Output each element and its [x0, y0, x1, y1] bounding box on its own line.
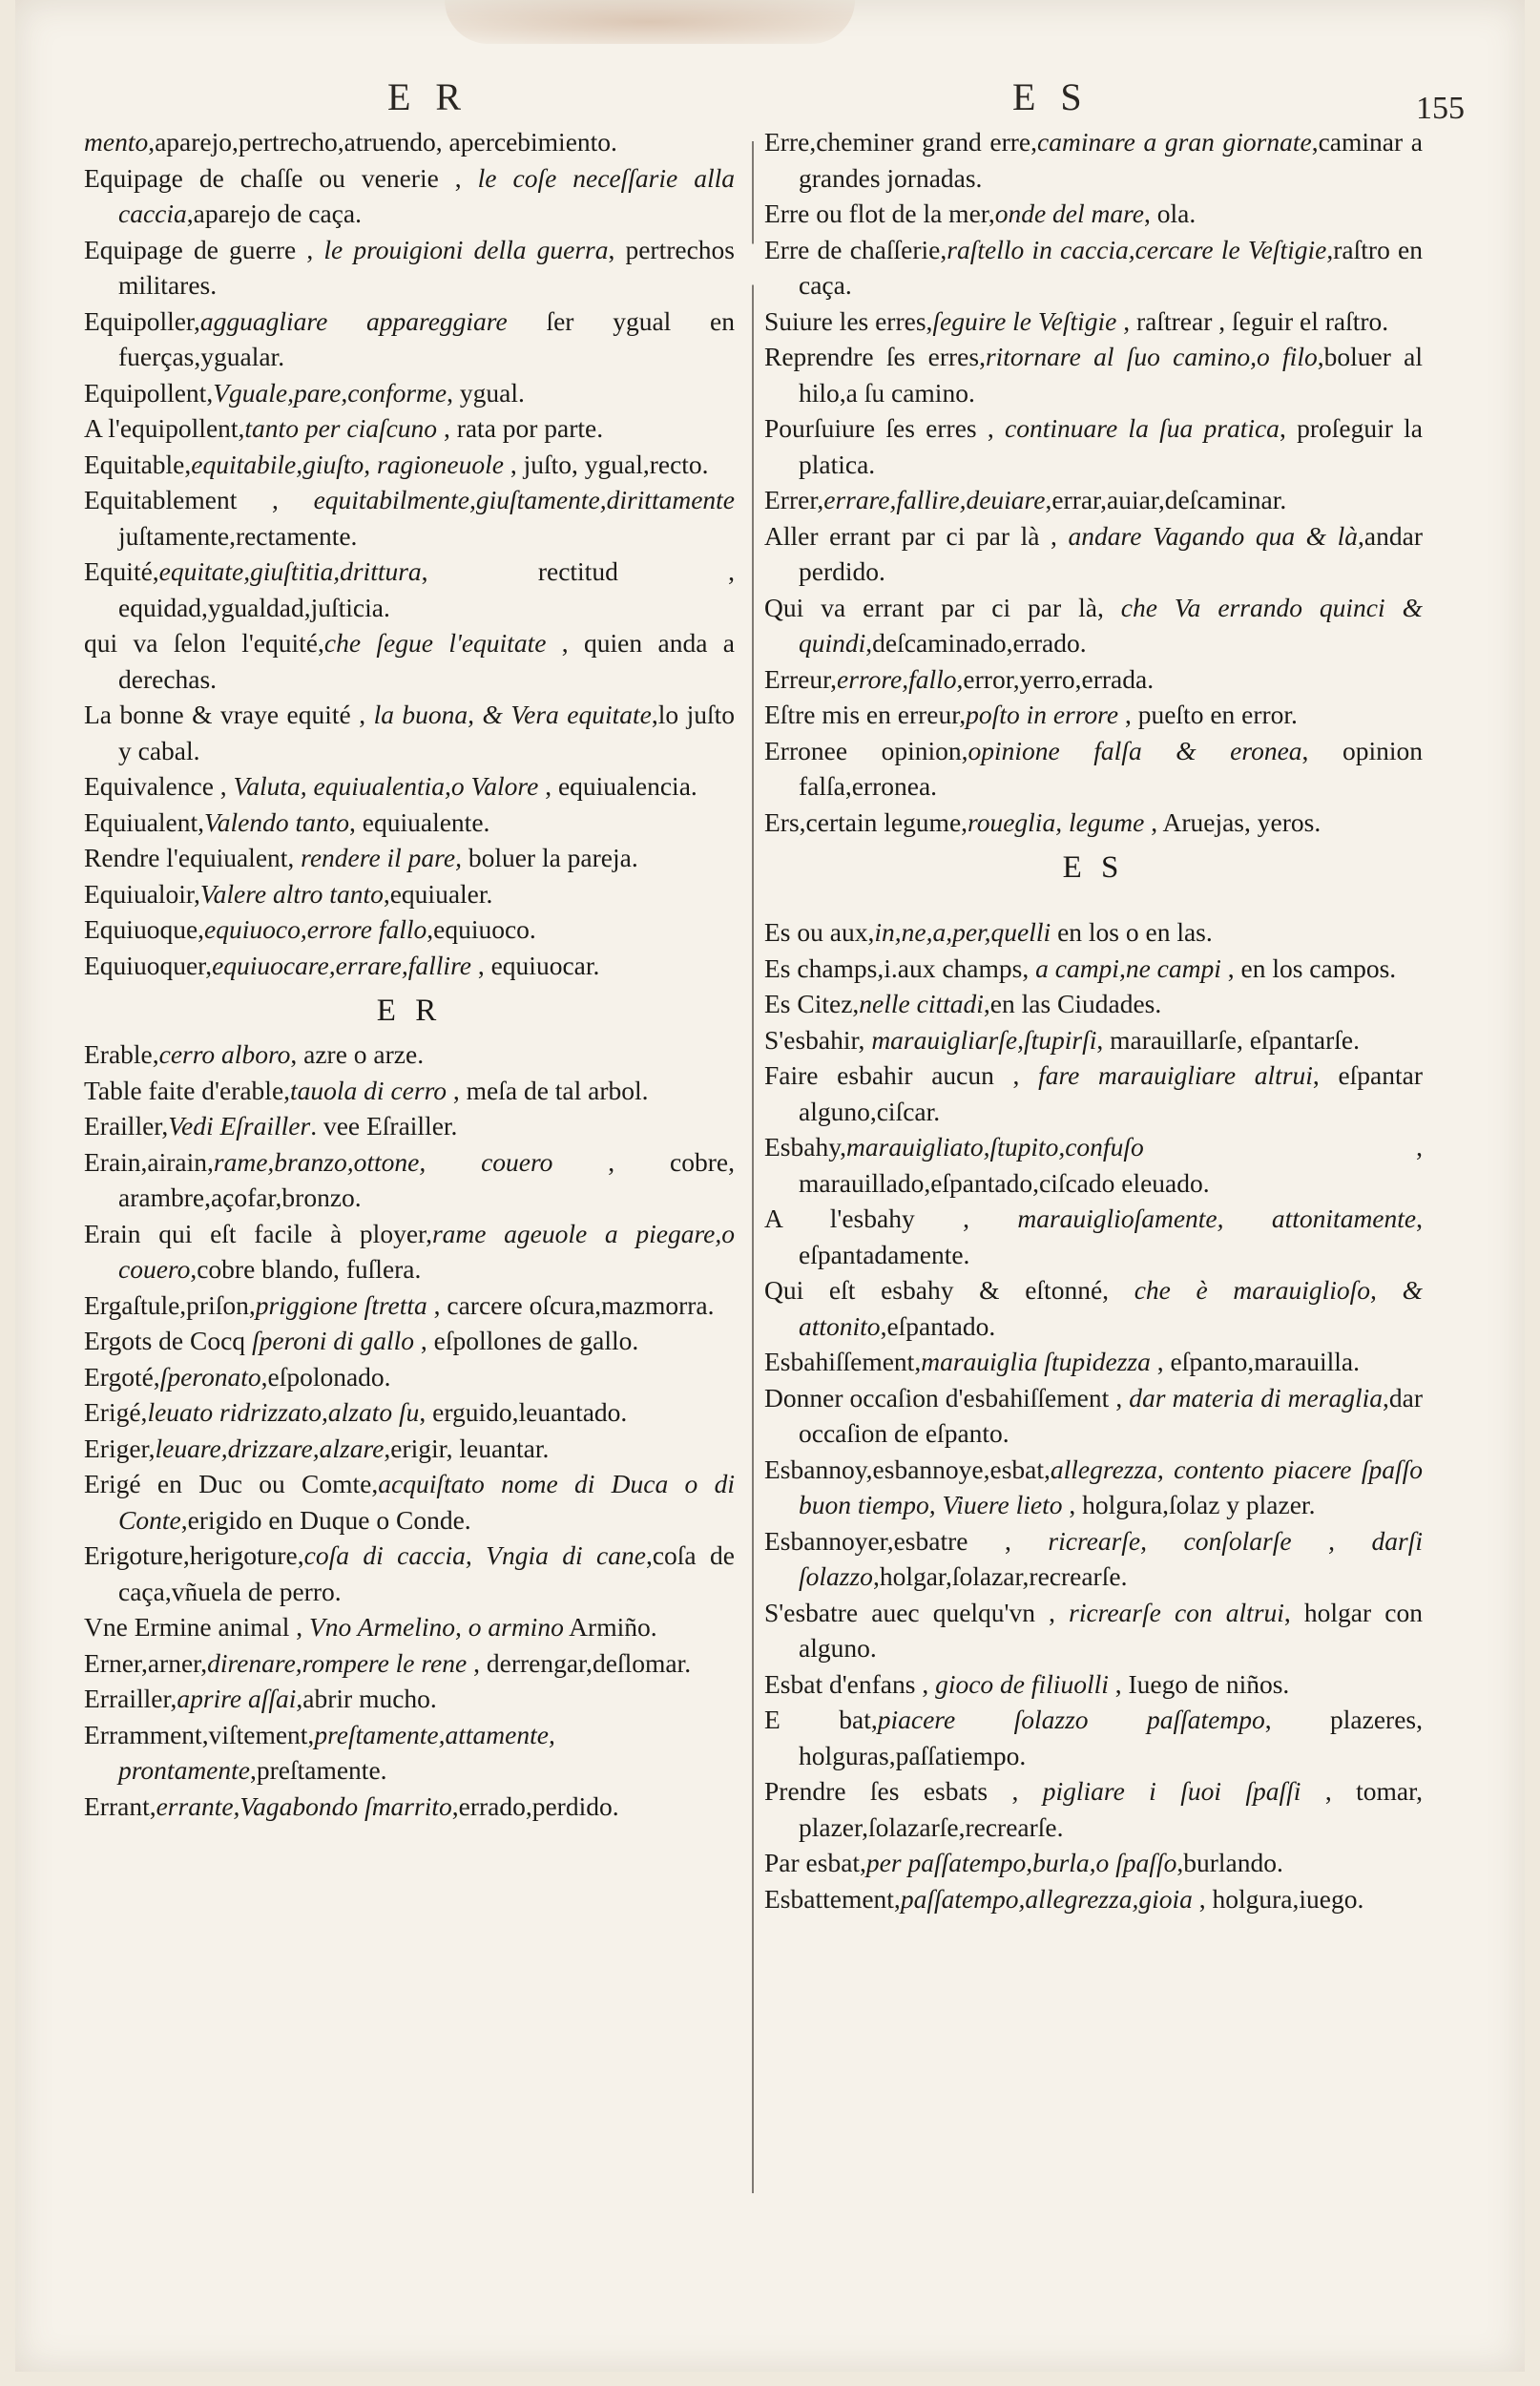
entry-italian: marauiglioſamente, attonitamente: [1017, 1203, 1417, 1233]
entry-headword: Equipoller,: [84, 305, 200, 336]
dictionary-entry: [84, 124, 735, 160]
entry-headword: Equiualoir,: [84, 878, 200, 909]
entry-spanish: , tomar, plazer,ſolazarſe,recrearſe.: [799, 1776, 1424, 1842]
entry-spanish: ,caminar a grandes jornadas.: [799, 127, 1424, 193]
entry-spanish: boluer la pareja.: [461, 843, 638, 872]
entry-headword: Esbattement,: [764, 1883, 901, 1914]
entry-italian: direnare,rompere le rene: [207, 1647, 468, 1678]
entry-headword: Equitable,: [84, 449, 192, 479]
entry-spanish: ,errar,auiar,deſcaminar.: [1045, 485, 1287, 514]
dictionary-entry: [764, 1881, 1423, 1917]
entry-spanish: , pueſto en error.: [1118, 700, 1298, 729]
entry-headword: A l'equipollent,: [84, 413, 245, 443]
entry-italian: roueglia, legume: [968, 806, 1145, 837]
entry-headword: Equitablement ,: [84, 485, 314, 514]
entry-italian: nelle cittadi: [859, 989, 984, 1018]
entry-spanish: . vee Eſrailler.: [310, 1111, 458, 1141]
entry-headword: Es Citez,: [764, 989, 860, 1018]
entry-headword: Esbannoy,esbannoye,esbat,: [764, 1454, 1051, 1484]
entry-italian: leuato ridrizzato,alzato ſu: [147, 1397, 420, 1427]
entry-spanish: ,raſtro en caça.: [799, 234, 1423, 300]
entry-headword: Ergaſtule,priſon,: [84, 1289, 256, 1320]
entry-italian: andare Vagando qua & là: [1068, 520, 1359, 551]
entry-spanish: , eſpollones de gallo.: [414, 1326, 639, 1355]
entry-headword: E bat,: [764, 1705, 878, 1734]
entry-spanish: , raſtrear , ſeguir el raſtro.: [1116, 305, 1389, 336]
spacer: [764, 893, 1423, 914]
entry-italian: marauigliarſe,ſtupirſi: [871, 1024, 1097, 1055]
running-head-right: E S: [1012, 75, 1090, 118]
entry-headword: Errailler,: [84, 1684, 177, 1713]
entry-headword: Erner,arner,: [84, 1647, 208, 1678]
dictionary-entry: [764, 1702, 1423, 1773]
dictionary-entry: [764, 303, 1423, 340]
dictionary-entry: [84, 876, 735, 912]
dictionary-entry: [84, 1645, 735, 1682]
column-divider: [752, 141, 754, 2193]
entry-italian: marauiglia ſtupidezza: [921, 1347, 1151, 1376]
dictionary-entry: [84, 625, 735, 697]
entry-headword: Ergots de Cocq: [84, 1326, 252, 1355]
dictionary-entry: [84, 1108, 735, 1144]
dictionary-entry: [84, 1609, 735, 1645]
dictionary-entry: [764, 951, 1423, 987]
page-number: 155: [1416, 91, 1465, 126]
entry-spanish: Armiño.: [563, 1612, 657, 1642]
entry-headword: Erigoture,herigoture,: [84, 1540, 304, 1570]
entry-headword: Errer,: [764, 485, 824, 514]
dictionary-entry: [84, 1216, 735, 1287]
entry-headword: Reprendre ſes erres,: [764, 342, 986, 371]
entry-headword: Erre,cheminer grand erre,: [764, 127, 1038, 157]
entry-spanish: , cobre, arambre,açofar,bronzo.: [118, 1146, 735, 1212]
entry-italian: poſto in errore: [966, 700, 1119, 729]
entry-headword: Donner occaſion d'esbahiſſement ,: [764, 1382, 1130, 1413]
dictionary-entry: [84, 840, 735, 876]
entry-spanish: en los o en las.: [1051, 917, 1213, 947]
dictionary-entry: [764, 733, 1423, 805]
entry-spanish: , meſa de tal arbol.: [447, 1075, 649, 1105]
entry-spanish: ,holgar,ſolazar,recrearſe.: [872, 1561, 1128, 1591]
entry-spanish: , derrengar,deſlomar.: [467, 1647, 692, 1678]
entry-italian: rame,branzo,ottone, couero: [213, 1146, 553, 1177]
entry-spanish: ſer ygual en fuerças,ygualar.: [118, 305, 735, 371]
entry-headword: Erigé en Duc ou Comte,: [84, 1469, 379, 1498]
entry-headword: Qui eſt esbahy & eſtonné,: [764, 1275, 1134, 1305]
entry-italian: fare marauigliare altrui: [1038, 1060, 1313, 1090]
entry-italian: ſeguire le Veſtigie: [932, 305, 1117, 336]
entry-italian: che Va errando quinci & quindi: [799, 592, 1423, 658]
entry-spanish: , proſeguir la platica.: [799, 413, 1423, 479]
entry-spanish: , Aruejas, yeros.: [1144, 806, 1321, 837]
dictionary-entry: [764, 196, 1423, 232]
entry-headword: Table faite d'erable,: [84, 1075, 291, 1105]
entry-italian: errore,fallo: [837, 663, 957, 694]
entry-italian: cerro alboro: [158, 1039, 291, 1069]
dictionary-entry: [84, 1466, 735, 1538]
entry-spanish: , erguido,leuantado.: [419, 1397, 628, 1427]
entry-spanish: , holgura,iuego.: [1192, 1883, 1364, 1914]
dictionary-entry: [84, 160, 735, 232]
entry-italian: ricrearſe con altrui: [1069, 1597, 1284, 1627]
entry-headword: Errant,: [84, 1790, 156, 1821]
entry-spanish: juſtamente,rectamente.: [118, 520, 358, 551]
entry-italian: le prouigioni della guerra: [323, 234, 609, 264]
entry-spanish: , Iuego de niños.: [1108, 1668, 1290, 1699]
entry-italian: paſſatempo,allegrezza,gioia: [900, 1883, 1193, 1914]
entry-italian: marauigliato,ſtupito,confuſo: [846, 1132, 1144, 1162]
dictionary-entry: [764, 986, 1423, 1022]
entry-spanish: , eſpantar alguno,ciſcar.: [799, 1060, 1424, 1126]
dictionary-entry: [764, 697, 1423, 733]
entry-headword: Erain,airain,: [84, 1146, 214, 1177]
entry-headword: Erailler,: [84, 1111, 169, 1141]
entry-italian: equiuoco,errore fallo: [204, 914, 427, 944]
entry-spanish: ,eſpolonado.: [260, 1361, 391, 1392]
entry-spanish: , plazeres, holguras,paſſatiempo.: [799, 1705, 1423, 1770]
entry-headword: Esbannoyer,esbatre ,: [764, 1525, 1049, 1556]
entry-spanish: , ygual.: [447, 377, 525, 408]
entry-italian: equitabile,giuſto, ragioneuole: [191, 449, 504, 479]
dictionary-entry: [84, 805, 735, 841]
entry-headword: Equiuoque,: [84, 914, 205, 944]
dictionary-entry: [84, 1717, 735, 1789]
entry-headword: Es ou aux,: [764, 917, 875, 947]
dictionary-entry: [84, 1789, 735, 1825]
entry-headword: Ergoté,: [84, 1361, 160, 1392]
dictionary-entry: [764, 1380, 1423, 1452]
entry-spanish: , marauillarſe, eſpantarſe.: [1096, 1024, 1360, 1055]
dictionary-entry: [84, 911, 735, 948]
entry-headword: S'esbahir,: [764, 1024, 872, 1055]
dictionary-entry: [84, 1538, 735, 1609]
dictionary-entry: [764, 1773, 1423, 1845]
entry-italian: le coſe neceſſarie alla caccia: [118, 162, 735, 228]
dictionary-entry: [84, 1073, 735, 1109]
entry-italian: a campi,ne campi: [1035, 952, 1221, 983]
entry-headword: Vne Ermine animal ,: [84, 1612, 309, 1642]
entry-italian: gioco de filiuolli: [935, 1668, 1109, 1699]
entry-spanish: ,erigir, leuantar.: [384, 1433, 550, 1463]
entry-italian: Valere altro tanto: [199, 878, 384, 909]
dictionary-entry: [84, 1394, 735, 1431]
entry-italian: opinione falſa & eronea: [968, 735, 1302, 765]
entry-spanish: , en los campos.: [1220, 952, 1397, 983]
entry-headword: Equipage de guerre ,: [84, 234, 324, 264]
entry-spanish: , carcere oſcura,mazmorra.: [427, 1289, 715, 1320]
entry-spanish: , juſto, ygual,recto.: [503, 449, 709, 479]
dictionary-entry: [84, 768, 735, 805]
entry-spanish: , holgura,ſolaz y plazer.: [1062, 1490, 1316, 1519]
entry-italian: piacere ſolazzo paſſatempo: [877, 1705, 1265, 1734]
entry-italian: onde del mare: [994, 199, 1145, 228]
entry-spanish: ,deſcaminado,errado.: [865, 628, 1087, 658]
entry-italian: caminare a gran giornate: [1037, 127, 1312, 157]
entry-italian: continuare la ſua pratica: [1005, 413, 1280, 443]
entry-headword: Prendre ſes esbats ,: [764, 1776, 1043, 1806]
entry-italian: errare,fallire,deuiare: [823, 485, 1046, 514]
dictionary-entry: [764, 1523, 1423, 1595]
dictionary-entry: [84, 482, 735, 554]
entry-spanish: ,equiuoco.: [427, 914, 536, 944]
entry-spanish: , equiuocar.: [470, 950, 600, 980]
right-column: [764, 124, 1423, 1916]
entry-spanish: ,burlando.: [1176, 1848, 1283, 1877]
entry-spanish: ,en las Ciudades.: [983, 989, 1162, 1018]
entry-headword: Equiuoquer,: [84, 950, 213, 980]
entry-headword: Erigé,: [84, 1397, 148, 1427]
dictionary-entry: [84, 554, 735, 625]
entry-headword: Esbahiſſement,: [764, 1347, 922, 1376]
left-column: [84, 124, 735, 1824]
entry-spanish: ,preſtamente.: [249, 1755, 387, 1785]
entry-headword: Ers,certain legume,: [764, 806, 968, 837]
page-stain: [445, 0, 855, 44]
entry-italian: tauola di cerro: [290, 1075, 447, 1105]
entry-spanish: , pertrechos militares.: [118, 234, 735, 300]
entry-headword: Aller errant par ci par là ,: [764, 520, 1069, 551]
entry-spanish: ,dar occaſion de eſpanto.: [799, 1382, 1423, 1448]
dictionary-entry: [764, 914, 1423, 951]
book-page: [15, 0, 1525, 2372]
entry-italian: pigliare i ſuoi ſpaſſi: [1042, 1776, 1301, 1806]
dictionary-entry: [84, 697, 735, 768]
entry-italian: la buona, & Vera equitate: [373, 700, 652, 729]
entry-italian: leuare,drizzare,alzare: [155, 1433, 385, 1463]
dictionary-entry: [764, 661, 1423, 698]
entry-spanish: ,erigido en Duque o Conde.: [180, 1504, 471, 1535]
entry-italian: raſtello in caccia,cercare le Veſtigie: [947, 234, 1327, 264]
entry-italian: priggione ſtretta: [255, 1289, 427, 1320]
entry-italian: che ſegue l'equitate: [323, 628, 547, 658]
entry-headword: S'esbatre auec quelqu'vn ,: [764, 1597, 1070, 1627]
entry-italian: ricrearſe, conſolarſe , darſi ſolazzo: [799, 1525, 1423, 1591]
entry-headword: Erronee opinion,: [764, 735, 968, 765]
dictionary-entry: [764, 1344, 1423, 1380]
entry-italian: equitabilmente,giuſtamente,dirittamente: [313, 485, 735, 514]
entry-italian: Vedi Eſrailler: [168, 1111, 311, 1141]
dictionary-entry: [764, 1022, 1423, 1058]
entry-spanish: ,aparejo de caça.: [186, 199, 362, 228]
entry-spanish: , ola.: [1144, 199, 1197, 228]
entry-spanish: , equiualente.: [349, 806, 490, 837]
entry-italian: ſperoni di gallo: [251, 1326, 415, 1355]
entry-spanish: , azre o arze.: [290, 1039, 425, 1069]
entry-headword: Eſtre mis en erreur,: [764, 700, 967, 729]
dictionary-entry: [84, 447, 735, 483]
entry-spanish: ,cobre blando, fuſlera.: [190, 1254, 422, 1284]
dictionary-entry: [84, 1036, 735, 1073]
entry-italian: allegrezza, contento piacere ſpaſſo buon tiempo, Viuere lieto: [799, 1454, 1423, 1519]
entry-headword: A l'esbahy ,: [764, 1203, 1018, 1233]
entry-headword: Rendre l'equiualent,: [84, 843, 302, 872]
entry-spanish: ,lo juſto y cabal.: [118, 700, 735, 765]
entry-spanish: , quien anda a derechas.: [118, 628, 735, 694]
entry-italian: Valendo tanto: [204, 806, 350, 837]
entry-headword: Equipage de chaſſe ou venerie ,: [84, 162, 478, 193]
dictionary-entry: [84, 1431, 735, 1467]
entry-headword: Par esbat,: [764, 1848, 866, 1877]
dictionary-entry: [764, 339, 1423, 410]
entry-italian: ritornare al ſuo camino,o filo: [985, 342, 1318, 371]
entry-spanish: , rata por parte.: [437, 413, 604, 443]
dictionary-entry: [84, 948, 735, 984]
entry-spanish: ,eſpantado.: [880, 1310, 996, 1341]
entry-headword: Erramment,viſtement,: [84, 1719, 315, 1749]
entry-spanish: ,coſa de caça,vñuela de perro.: [118, 1540, 735, 1606]
dictionary-entry: [84, 303, 735, 375]
dictionary-entry: [764, 1452, 1423, 1523]
dictionary-entry: [764, 1845, 1423, 1881]
dictionary-entry: [764, 1272, 1423, 1344]
entry-italian: ſperonato: [159, 1361, 261, 1392]
entry-italian: in,ne,a,per,quelli: [874, 917, 1051, 947]
entry-headword: Erreur,: [764, 663, 838, 694]
dictionary-entry: [84, 1287, 735, 1324]
entry-italian: per paſſatempo,burla,o ſpaſſo: [865, 1848, 1177, 1877]
entry-headword: Qui va errant par ci par là,: [764, 592, 1121, 622]
entry-spanish: ,abrir mucho.: [296, 1684, 437, 1713]
entry-italian: acquiſtato nome di Duca o di Conte: [118, 1469, 735, 1535]
entry-italian: Valuta, equiualentia,o Valore: [233, 771, 539, 801]
entry-spanish: ,andar perdido.: [799, 520, 1423, 586]
dictionary-entry: [764, 1129, 1423, 1201]
entry-italian: Vguale,pare,conforme: [213, 377, 447, 408]
entry-headword: Equiualent,: [84, 806, 205, 837]
entry-spanish: ,boluer al hilo,a ſu camino.: [799, 342, 1423, 408]
dictionary-entry: [764, 1666, 1423, 1703]
entry-italian: rame ageuole a piegare,o couero: [118, 1218, 735, 1284]
dictionary-entry: [764, 1201, 1423, 1272]
entry-spanish: , holgar con alguno.: [799, 1597, 1423, 1663]
entry-headword: La bonne & vraye equité ,: [84, 700, 374, 729]
entry-italian: rendere il pare,: [301, 843, 462, 872]
section-heading: E S: [1062, 850, 1125, 885]
entry-spanish: ,equiualer.: [383, 878, 493, 909]
entry-headword: Suiure les erres,: [764, 305, 933, 336]
running-head-left: E R: [387, 75, 469, 118]
dictionary-entry: [84, 1323, 735, 1359]
entry-headword: qui va ſelon l'equité,: [84, 628, 324, 658]
dictionary-entry: [764, 1057, 1423, 1129]
entry-italian: agguagliare appareggiare: [199, 305, 508, 336]
entry-spanish: , equiualencia.: [538, 771, 697, 801]
entry-spanish: , eſpanto,marauilla.: [1150, 1347, 1360, 1376]
entry-italian: che è marauiglioſo, & attonito: [799, 1275, 1423, 1341]
dictionary-entry: [764, 232, 1423, 303]
entry-spanish: ,aparejo,pertrecho,atruendo, apercebimiento.: [148, 127, 617, 157]
dictionary-entry: [84, 375, 735, 411]
dictionary-entry: [84, 1144, 735, 1216]
entry-headword: Pourſuiure ſes erres ,: [764, 413, 1006, 443]
entry-italian: dar materia di meraglia: [1129, 1382, 1383, 1413]
entry-italian: aprire aſſai: [177, 1684, 297, 1713]
section-heading: E R: [376, 994, 443, 1028]
entry-italian: preſtamente,attamente, prontamente: [118, 1719, 555, 1785]
entry-headword: Esbahy,: [764, 1132, 847, 1162]
entry-italian: Vno Armelino, o armino: [308, 1612, 564, 1642]
entry-italian: coſa di caccia, Vngia di cane: [303, 1540, 646, 1570]
entry-italian: errante,Vagabondo ſmarrito: [156, 1790, 452, 1821]
dictionary-entry: [764, 410, 1423, 482]
entry-italian: tanto per ciaſcuno: [244, 413, 438, 443]
entry-headword: Equipollent,: [84, 377, 214, 408]
entry-headword: Esbat d'enfans ,: [764, 1668, 936, 1699]
entry-headword: Es champs,i.aux champs,: [764, 952, 1036, 983]
dictionary-entry: [764, 124, 1423, 196]
entry-spanish: , rectitud , equidad,ygualdad,juſticia.: [118, 556, 735, 622]
entry-headword: Faire esbahir aucun ,: [764, 1060, 1039, 1090]
entry-headword: Erre de chaſſerie,: [764, 234, 947, 264]
entry-spanish: ,error,yerro,errada.: [956, 663, 1155, 694]
dictionary-entry: [84, 410, 735, 447]
entry-spanish: ,errado,perdido.: [451, 1790, 619, 1821]
dictionary-entry: [764, 805, 1423, 841]
dictionary-entry: [84, 232, 735, 303]
dictionary-entry: [764, 1595, 1423, 1666]
entry-italian: mento: [84, 127, 149, 157]
entry-headword: Equité,: [84, 556, 159, 586]
entry-headword: Equivalence ,: [84, 771, 234, 801]
entry-headword: Eriger,: [84, 1433, 156, 1463]
entry-italian: equiuocare,errare,fallire: [212, 950, 471, 980]
entry-spanish: , marauillado,eſpantado,ciſcado eleuado.: [799, 1132, 1423, 1198]
entry-spanish: , opinion falſa,erronea.: [799, 735, 1423, 801]
entry-headword: Erre ou flot de la mer,: [764, 199, 995, 228]
entry-italian: equitate,giuſtitia,drittura: [158, 556, 422, 586]
dictionary-entry: [84, 1359, 735, 1395]
dictionary-entry: [84, 1681, 735, 1717]
dictionary-entry: [764, 518, 1423, 590]
entry-headword: Erain qui eſt facile à ployer,: [84, 1218, 432, 1248]
dictionary-entry: [764, 590, 1423, 661]
entry-headword: Erable,: [84, 1039, 159, 1069]
entry-spanish: , eſpantadamente.: [799, 1203, 1423, 1269]
dictionary-entry: [764, 482, 1423, 518]
